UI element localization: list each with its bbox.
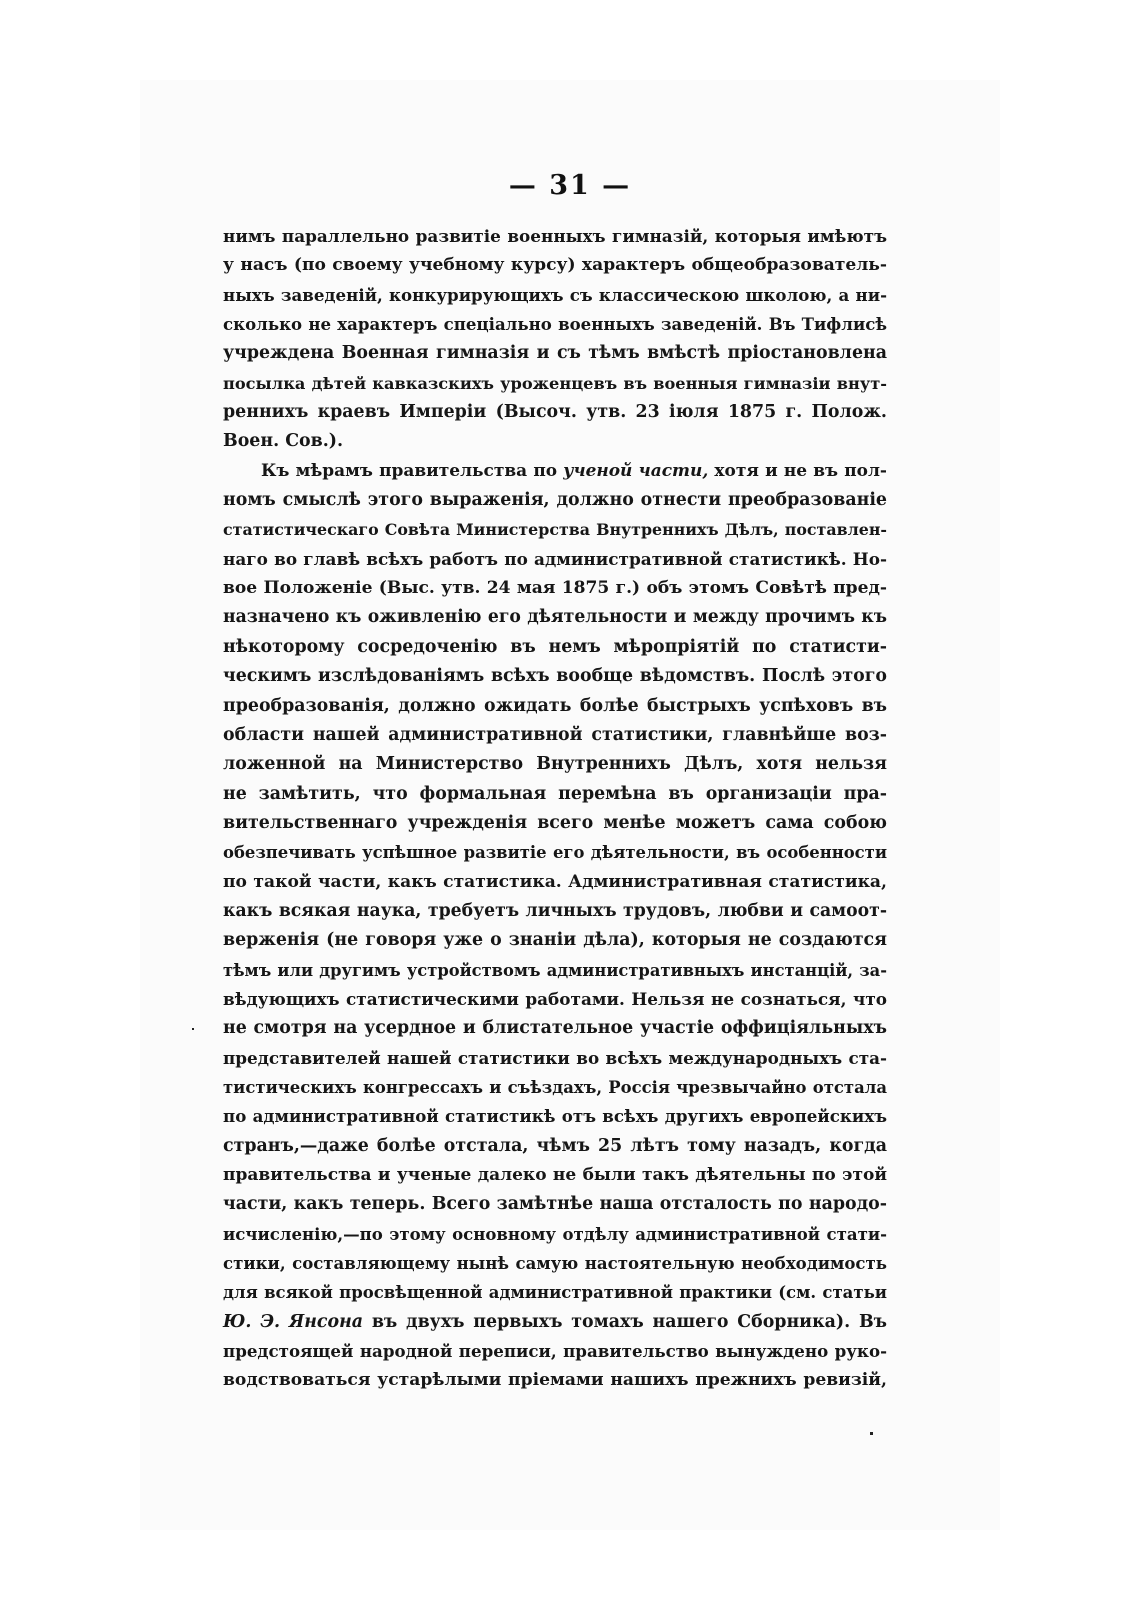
text-line: по такой части, какъ статистика. Административная статистика,: [223, 871, 887, 892]
text-line: какъ всякая наука, требуетъ личныхъ трудовъ, любви и самоот-: [223, 900, 887, 921]
text-line: вительственнаго учрежденія всего менѣе можетъ сама собою: [223, 812, 887, 833]
text-line: по административной статистикѣ отъ всѣхъ другихъ европейскихъ: [223, 1106, 887, 1127]
text-line: правительства и ученые далеко не были такъ дѣятельны по этой: [223, 1165, 887, 1185]
text-line: ложенной на Министерство Внутреннихъ Дѣлъ, хотя нельзя: [223, 754, 887, 775]
italic-emphasis: ученой части,: [563, 460, 709, 481]
page-number: — 31 —: [508, 170, 632, 201]
text-line: назначено къ оживленію его дѣятельности и между прочимъ къ: [223, 607, 887, 628]
text-line: статистическаго Совѣта Министерства Внутреннихъ Дѣлъ, поставлен-: [223, 520, 887, 540]
scan-speck: [192, 1028, 194, 1030]
text-line: Воен. Сов.).: [223, 431, 344, 452]
text-line: не замѣтить, что формальная перемѣна въ организаціи пра-: [223, 783, 887, 804]
text-line: стики, составляющему нынѣ самую настоятельную необходимость: [223, 1253, 887, 1274]
author-name: Ю. Э. Янсона: [223, 1311, 364, 1332]
text-line: реннихъ краевъ Имперіи (Высоч. утв. 23 іюля 1875 г. Полож.: [223, 402, 887, 423]
text-line: нѣкоторому сосредоченію въ немъ мѣропріятій по статисти-: [223, 636, 887, 657]
text-line: ческимъ изслѣдованіямъ всѣхъ вообще вѣдомствъ. Послѣ этого: [223, 666, 887, 687]
text-line: предстоящей народной переписи, правительство вынуждено руко-: [223, 1341, 887, 1362]
text-line: у насъ (по своему учебному курсу) характеръ общеобразователь-: [223, 255, 887, 276]
text-segment: хотя и не въ пол-: [714, 460, 887, 481]
text-line: обезпечивать успѣшное развитіе его дѣятельности, въ особенности: [223, 843, 887, 863]
text-line: преобразованія, должно ожидать болѣе быстрыхъ успѣховъ въ: [223, 695, 887, 716]
text-line: странъ,—даже болѣе отстала, чѣмъ 25 лѣтъ тому назадъ, когда: [223, 1135, 887, 1156]
author-line: [223, 1308, 887, 1337]
text-line: ныхъ заведеній, конкурирующихъ съ классическою школою, а ни-: [223, 284, 887, 305]
paragraph-first-line: [223, 457, 887, 486]
text-segment: Къ мѣрамъ правительства по: [261, 460, 558, 481]
scan-speck: [870, 1432, 873, 1435]
text-line: нимъ параллельно развитіе военныхъ гимназій, которыя имѣютъ: [223, 226, 887, 246]
text-line: вѣдующихъ статистическими работами. Нельзя не сознаться, что: [223, 988, 887, 1009]
text-line: посылка дѣтей кавказскихъ уроженцевъ въ военныя гимназіи внут-: [223, 373, 887, 393]
text-line: вое Положеніе (Выс. утв. 24 мая 1875 г.) объ этомъ Совѣтѣ пред-: [223, 578, 887, 599]
text-line: исчисленію,—по этому основному отдѣлу административной стати-: [223, 1223, 887, 1244]
text-segment: въ двухъ первыхъ томахъ нашего Сборника). Въ: [371, 1311, 887, 1332]
text-line: номъ смыслѣ этого выраженія, должно отнести преобразованіе: [223, 490, 887, 511]
body-text: [223, 222, 887, 1396]
text-line: верженія (не говоря уже о знаніи дѣла), которыя не создаются: [223, 930, 887, 951]
text-line: не смотря на усердное и блистательное участіе оффиціяльныхъ: [223, 1018, 887, 1039]
text-line: представителей нашей статистики во всѣхъ международныхъ ста-: [223, 1047, 887, 1068]
text-line: тѣмъ или другимъ устройствомъ административныхъ инстанцій, за-: [223, 960, 887, 980]
text-line: для всякой просвѣщенной административной практики (см. статьи: [223, 1283, 887, 1303]
text-line: сколько не характеръ спеціально военныхъ заведеній. Въ Тифлисѣ: [223, 314, 887, 335]
text-line: учреждена Военная гимназія и съ тѣмъ вмѣстѣ пріостановлена: [223, 343, 887, 364]
text-line: части, какъ теперь. Всего замѣтнѣе наша отсталость по народо-: [223, 1194, 887, 1215]
text-line: наго во главѣ всѣхъ работъ по административной статистикѣ. Но-: [223, 548, 887, 569]
text-line: тистическихъ конгрессахъ и съѣздахъ, Россія чрезвычайно отстала: [223, 1077, 887, 1097]
text-line: водствоваться устарѣлыми пріемами нашихъ прежнихъ ревизій,: [223, 1370, 887, 1391]
text-line: области нашей административной статистики, главнѣйше воз-: [223, 724, 887, 745]
